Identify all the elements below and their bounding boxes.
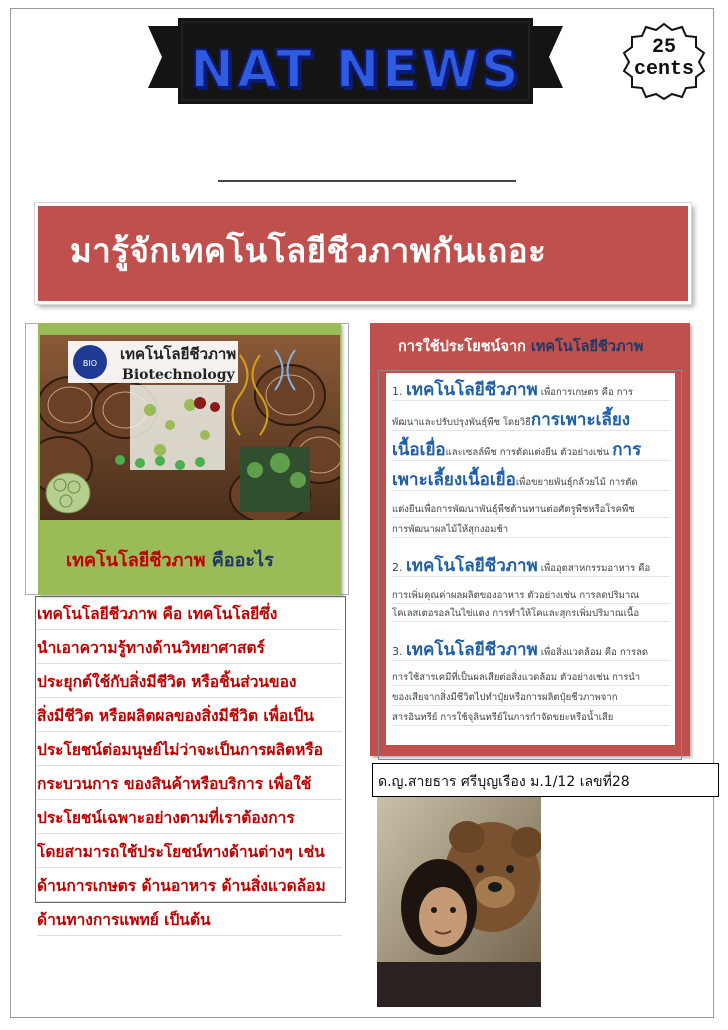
headline: มารู้จักเทคโนโลยีชีวภาพกันเถอะ xyxy=(70,231,547,270)
author-credit: ด.ญ.สายธาร ศรีบุญเรือง ม.1/12 เลขที่28 xyxy=(378,774,630,790)
article-line: โดยสามารถใช้ประโยชน์ทางด้านต่างๆ เช่น xyxy=(37,834,342,868)
uses-title xyxy=(370,335,690,358)
item1-emphasis: การเพาะเลี้ยง xyxy=(530,410,631,430)
item1-emphasis: เนื้อเยื่อ xyxy=(392,440,446,460)
logo-subtitle: Biotechnology xyxy=(122,367,235,383)
item1-text: พัฒนาและปรับปรุงพันธุ์พืช โดยวิธี xyxy=(392,417,531,428)
item1-emphasis: เพาะเลี้ยงเนื้อเยื่อ xyxy=(392,470,516,490)
price-number: 25 xyxy=(651,36,676,59)
item3-heading: เทคโนโลยีชีวภาพ xyxy=(406,640,538,660)
item1-line6: การพัฒนาผลไม้ให้สุกงอมช้า xyxy=(392,523,670,538)
author-photo xyxy=(377,797,541,1007)
item2-line3: โคเลสเตอรอลในไข่แดง การทำให้โคและสุกรเพิ่มปริมาณเนื้อ xyxy=(392,607,670,622)
svg-text:BIO: BIO xyxy=(82,359,98,368)
item1-text: เพื่อขยายพันธุ์กล้วยไม้ การตัด xyxy=(515,477,638,488)
item3-line3: ของเสียจากสิ่งมีชีวิตไปทำปุ๋ยหรือการผลิตปุ๋ยชีวภาพจาก xyxy=(392,691,670,706)
item3-lead: เพื่อสิ่งแวดล้อม คือ การลด xyxy=(537,647,649,658)
uses-title-text: การใช้ประโยชน์จาก xyxy=(398,339,531,355)
logo-title: เทคโนโลยีชีวภาพ xyxy=(120,345,237,363)
caption-box xyxy=(46,533,338,585)
caption-question: คืออะไร xyxy=(205,550,274,571)
article-line: สิ่งมีชีวิต หรือผลิตผลของสิ่งมีชีวิต เพื่อเป็น xyxy=(37,698,342,732)
item2-heading: เทคโนโลยีชีวภาพ xyxy=(406,556,538,576)
article-line: ด้านการเกษตร ด้านอาหาร ด้านสิ่งแวดล้อม xyxy=(37,868,342,902)
item1-number: 1. xyxy=(392,385,406,398)
item1-text: และเซลล์พืช การตัดแต่งยีน ตัวอย่างเช่น xyxy=(445,447,613,458)
item1-lead: เพื่อการเกษตร คือ การ xyxy=(537,387,633,398)
item1-heading: เทคโนโลยีชีวภาพ xyxy=(406,380,538,400)
caption-topic: เทคโนโลยีชีวภาพ xyxy=(66,550,206,571)
uses-content-frame xyxy=(378,370,682,760)
uses-title-highlight: เทคโนโลยีชีวภาพ xyxy=(530,339,644,355)
article-line: ประยุกต์ใช้กับสิ่งมีชีวิต หรือชิ้นส่วนของ xyxy=(37,664,342,698)
item1-emphasis: การ xyxy=(612,440,642,460)
item3-number: 3. xyxy=(392,645,406,658)
caption xyxy=(46,533,338,574)
item1-line5: แต่งยีนเพื่อการพัฒนาพันธุ์พืชต้านทานต่อศัตรูพืชหรือโรคพืช xyxy=(392,503,670,518)
author-box xyxy=(372,763,719,797)
article-line: ประโยชน์ต่อมนุษย์ไม่ว่าจะเป็นการผลิตหรือ xyxy=(37,732,342,766)
article-line: เทคโนโลยีชีวภาพ คือ เทคโนโลยีซึ่ง xyxy=(37,596,342,630)
item3-line2: การใช้สารเคมีที่เป็นผลเสียต่อสิ่งแวดล้อม ตัวอย่างเช่น การนำ xyxy=(392,671,670,686)
item3-line4: สารอินทรีย์ การใช้จุลินทรีย์ในการกำจัดขยะหรือน้ำเสีย xyxy=(392,711,670,726)
masthead-title: NAT NEWS xyxy=(190,40,522,100)
item2-number: 2. xyxy=(392,561,406,574)
item2-lead: เพื่ออุตสาหกรรมอาหาร คือ xyxy=(537,563,651,574)
price-unit: cents xyxy=(633,58,694,81)
article-line: กระบวนการ ของสินค้าหรือบริการ เพื่อใช้ xyxy=(37,766,342,800)
article-line: ประโยชน์เฉพาะอย่างตามที่เราต้องการ xyxy=(37,800,342,834)
left-article xyxy=(37,596,342,936)
article-line: นำเอาความรู้ทางด้านวิทยาศาสตร์ xyxy=(37,630,342,664)
biotech-illustration xyxy=(40,335,340,520)
price-badge xyxy=(622,22,706,100)
article-line: ด้านทางการแพทย์ เป็นต้น xyxy=(37,902,342,936)
item2-line2: การเพิ่มคุณค่าผลผลิตของอาหาร ตัวอย่างเช่น การลดปริมาณ xyxy=(392,589,670,604)
headline-banner xyxy=(35,203,691,304)
masthead-rule xyxy=(218,180,516,182)
